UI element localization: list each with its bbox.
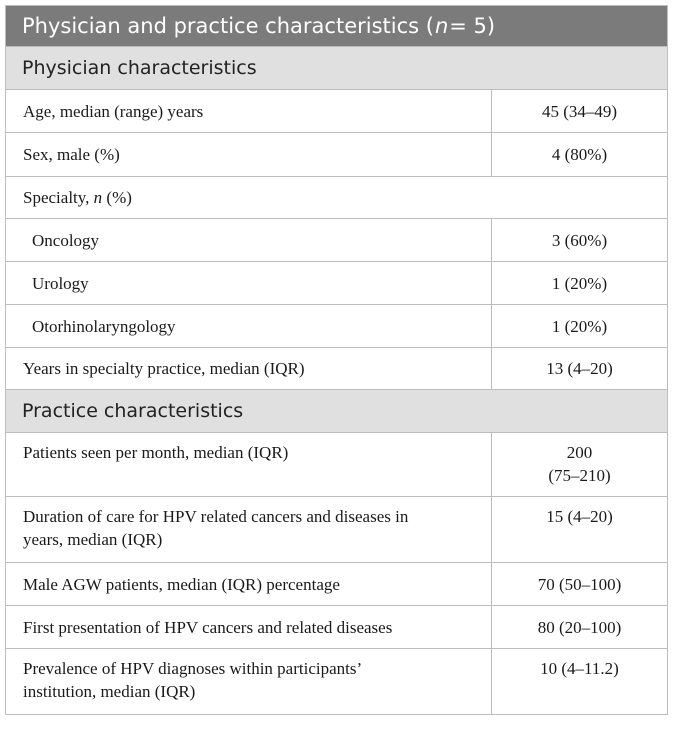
row-value: 1 (20%) [551, 316, 608, 336]
table-row [6, 348, 667, 390]
row-label: Sex, male (%) [6, 133, 492, 176]
table-row [6, 219, 667, 262]
row-value: 200 (75–210) [548, 443, 611, 485]
table-row [6, 305, 667, 348]
table-row [6, 133, 667, 177]
table-row [6, 262, 667, 305]
row-label: Patients seen per month, median (IQR) [6, 433, 492, 496]
row-value: 4 (80%) [551, 145, 608, 164]
row-label: Duration of care for HPV related cancers and diseases in years, median (IQR) [6, 497, 492, 562]
row-value: 15 (4–20) [546, 507, 613, 526]
table-row-specialty [6, 177, 667, 219]
table-row [6, 606, 667, 649]
row-label: Oncology [6, 219, 492, 261]
row-label: Prevalence of HPV diagnoses within participants’ institution, median (IQR) [6, 649, 492, 714]
table-row [6, 90, 667, 133]
row-label: Male AGW patients, median (IQR) percentage [6, 563, 492, 605]
table-row [6, 563, 667, 606]
row-value: 10 (4–11.2) [540, 659, 619, 678]
row-label: Age, median (range) years [6, 90, 492, 132]
table-title [6, 6, 667, 47]
row-value: 45 (34–49) [541, 101, 618, 121]
row-label: Years in specialty practice, median (IQR) [6, 348, 492, 389]
row-label: Otorhinolaryngology [6, 305, 492, 347]
row-value: 13 (4–20) [546, 359, 613, 378]
row-label: Urology [6, 262, 492, 304]
table-row [6, 649, 667, 714]
row-value: 80 (20–100) [537, 617, 622, 637]
title-n-symbol: n [434, 14, 449, 38]
table-row [6, 497, 667, 563]
row-value: 3 (60%) [551, 230, 608, 250]
section-heading-practice: Practice characteristics [6, 390, 667, 433]
table-row [6, 433, 667, 497]
row-value: 70 (50–100) [537, 574, 622, 594]
title-text-before: Physician and practice characteristics ( [22, 14, 434, 38]
title-text-after: = 5) [449, 14, 496, 38]
row-label: Specialty, n (%) [23, 187, 132, 207]
section-heading-physician: Physician characteristics [6, 47, 667, 90]
row-value: 1 (20%) [551, 273, 608, 293]
characteristics-table [5, 5, 668, 715]
row-label: First presentation of HPV cancers and related diseases [6, 606, 492, 648]
